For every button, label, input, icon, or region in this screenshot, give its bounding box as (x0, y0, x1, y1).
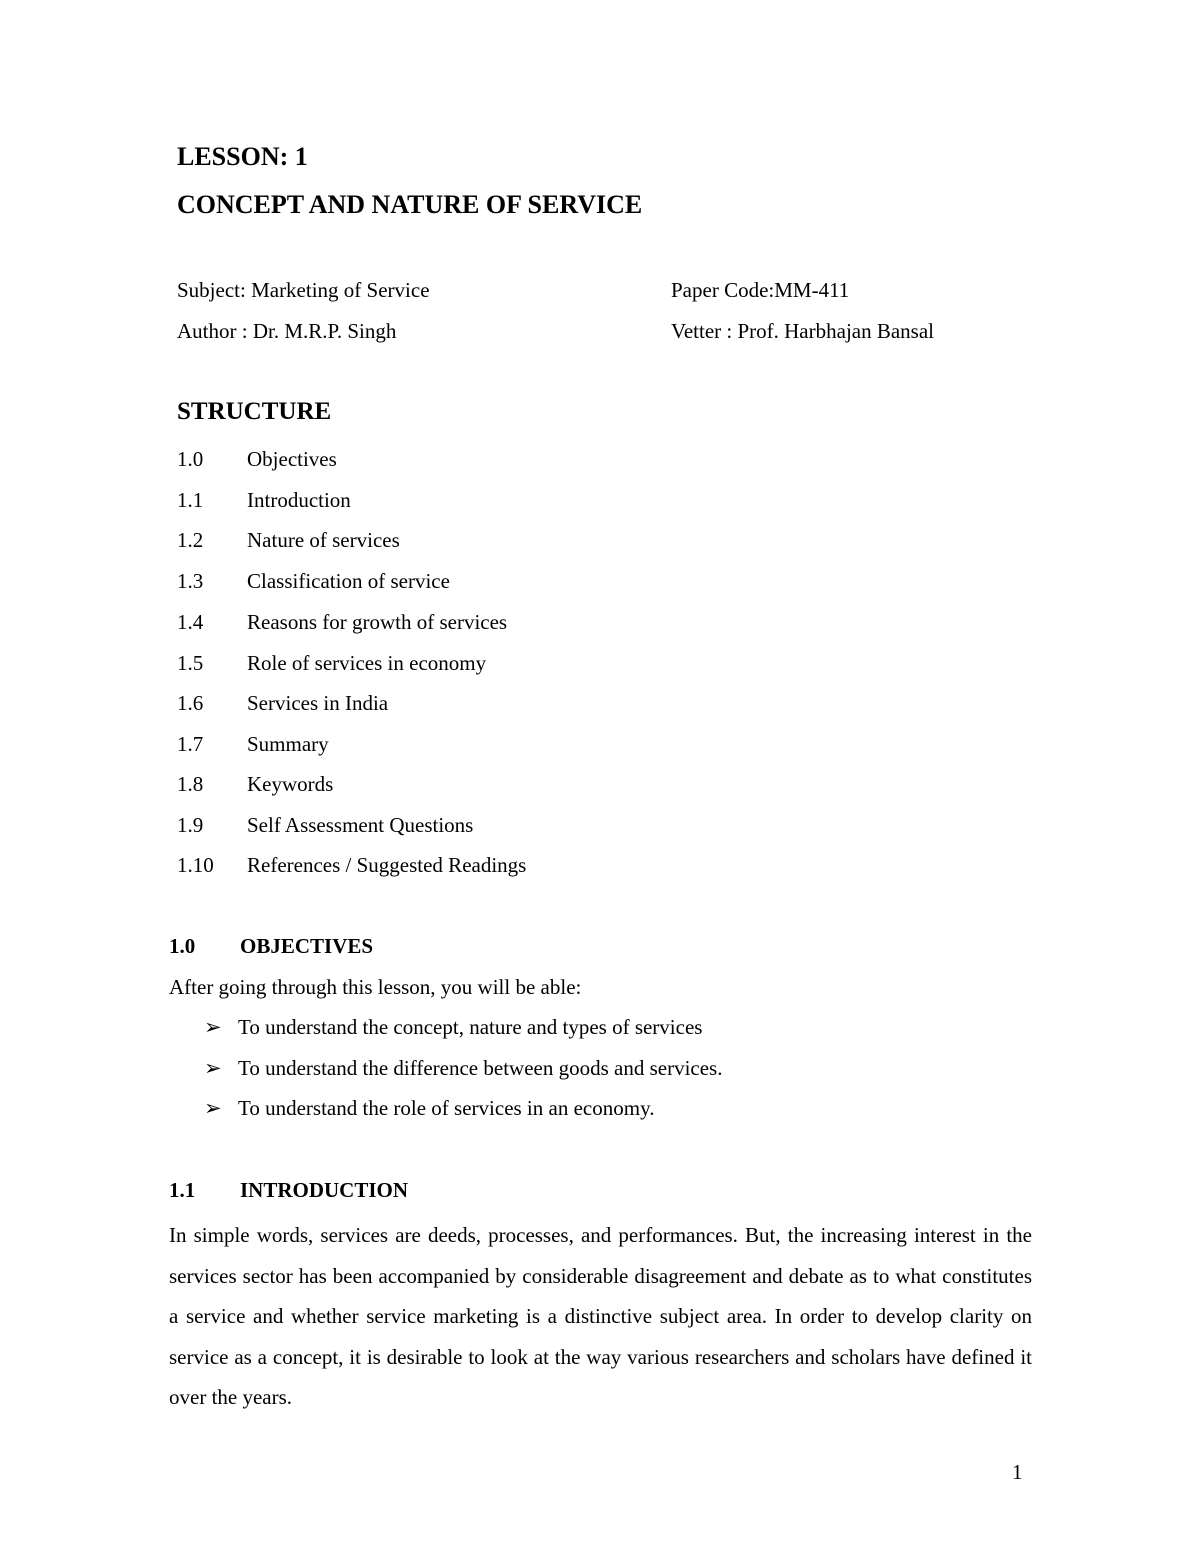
arrow-bullet-icon: ➢ (204, 1096, 222, 1120)
vetter-text: Vetter : Prof. Harbhajan Bansal (671, 319, 935, 343)
toc-item (177, 853, 526, 878)
introduction-heading (169, 1178, 408, 1203)
introduction-paragraph: In simple words, services are deeds, processes, and performances. But, the increasing interest in the services sector has been accompanied by considerable disagreement and debate as to what constitutes a service and whether service marketing is a distinctive subject area. In order to develop clarity on service as a concept, it is desirable to look at the way various researchers and scholars have defined it over the years. (169, 1223, 1032, 1410)
toc-item (177, 528, 400, 553)
objective-bullet (204, 1015, 702, 1040)
section-title: INTRODUCTION (240, 1178, 409, 1202)
section-number: 1.0 (169, 934, 196, 958)
objective-bullet (204, 1096, 654, 1121)
page-number: 1 (1012, 1460, 1023, 1484)
arrow-bullet-icon: ➢ (204, 1056, 222, 1080)
toc-number: 1.3 (177, 569, 204, 593)
toc-label: Services in India (247, 691, 389, 715)
bullet-text: To understand the difference between goods and services. (238, 1056, 723, 1080)
toc-label: Self Assessment Questions (247, 813, 474, 837)
toc-label: References / Suggested Readings (247, 853, 527, 877)
toc-item (177, 447, 337, 472)
lesson-label: LESSON: 1 (177, 142, 308, 171)
section-number: 1.1 (169, 1178, 196, 1202)
toc-number: 1.2 (177, 528, 204, 552)
toc-item (177, 610, 507, 635)
toc-item (177, 772, 333, 797)
toc-number: 1.6 (177, 691, 204, 715)
toc-number: 1.9 (177, 813, 204, 837)
toc-number: 1.4 (177, 610, 204, 634)
toc-label: Objectives (247, 447, 337, 471)
paper-code-text: Paper Code:MM-411 (671, 278, 850, 302)
toc-number: 1.1 (177, 488, 204, 512)
toc-label: Reasons for growth of services (247, 610, 508, 634)
page-title: CONCEPT AND NATURE OF SERVICE (177, 190, 643, 219)
toc-item (177, 813, 473, 838)
objectives-heading (169, 934, 373, 959)
toc-label: Role of services in economy (247, 651, 487, 675)
structure-heading: STRUCTURE (177, 398, 332, 425)
toc-label: Keywords (247, 772, 334, 796)
toc-number: 1.0 (177, 447, 204, 471)
section-title: OBJECTIVES (240, 934, 374, 958)
arrow-bullet-icon: ➢ (204, 1015, 222, 1039)
toc-number: 1.10 (177, 853, 214, 877)
toc-item (177, 569, 450, 594)
subject-text: Subject: Marketing of Service (177, 278, 430, 302)
toc-item (177, 488, 351, 513)
toc-label: Classification of service (247, 569, 450, 593)
toc-label: Introduction (247, 488, 351, 512)
bullet-text: To understand the concept, nature and types of services (238, 1015, 703, 1039)
toc-number: 1.8 (177, 772, 204, 796)
objective-bullet (204, 1056, 722, 1081)
toc-item (177, 691, 388, 716)
toc-number: 1.7 (177, 732, 204, 756)
toc-label: Summary (247, 732, 329, 756)
toc-label: Nature of services (247, 528, 400, 552)
author-text: Author : Dr. M.R.P. Singh (177, 319, 397, 343)
objectives-intro: After going through this lesson, you will be able: (169, 975, 582, 999)
toc-item (177, 651, 486, 676)
bullet-text: To understand the role of services in an economy. (238, 1096, 655, 1120)
toc-number: 1.5 (177, 651, 204, 675)
toc-item (177, 732, 329, 757)
